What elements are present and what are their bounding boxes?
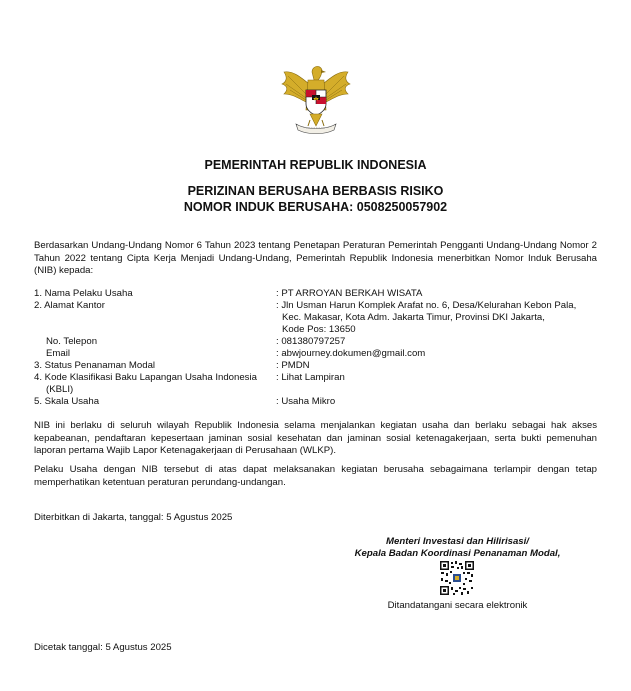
signer-title-1: Menteri Investasi dan Hilirisasi/: [386, 536, 529, 547]
field-value: : abwjourney.dokumen@gmail.com: [276, 348, 426, 359]
field-value: : PMDN: [276, 360, 310, 371]
field-label: 4. Kode Klasifikasi Baku Lapangan Usaha Indonesia: [34, 372, 257, 383]
signer-title-2: Kepala Badan Koordinasi Penanaman Modal,: [354, 548, 561, 559]
business-actor-paragraph: Pelaku Usaha dengan NIB tersebut di atas dapat melaksanakan kegiatan berusaha sebagaimana terlampir dengan tetap memperhatikan ketentuan peraturan perundang-undangan.: [34, 464, 597, 488]
garuda-emblem-icon: [276, 58, 356, 142]
nib-number: NOMOR INDUK BERUSAHA: 0508250057902: [183, 200, 448, 214]
field-label: 3. Status Penanaman Modal: [34, 360, 156, 371]
nib-validity-paragraph: NIB ini berlaku di seluruh wilayah Republik Indonesia selama menjalankan kegiatan usaha dan berlaku sebagai hak akses kepabeanan, pendaftaran kepesertaan jaminan sosial kesehatan dan jaminan sosial ketenagakerjaan, serta bukti pemenuhan laporan pertama Wajib Lapor Ketenagakerjaan di Perusahaan (WLKP).: [34, 420, 597, 457]
document-title: PERIZINAN BERUSAHA BERBASIS RISIKO: [187, 184, 444, 198]
electronic-signature-note: Ditandatangani secara elektronik: [387, 600, 528, 611]
government-heading: PEMERINTAH REPUBLIK INDONESIA: [204, 158, 427, 172]
field-label: No. Telepon: [46, 336, 98, 347]
field-value: Kec. Makasar, Kota Adm. Jakarta Timur, Provinsi DKI Jakarta,: [282, 312, 545, 323]
printed-date: Dicetak tanggal: 5 Agustus 2025: [34, 642, 172, 653]
field-value: : PT ARROYAN BERKAH WISATA: [276, 288, 423, 299]
field-label: Email: [46, 348, 70, 359]
field-label: 1. Nama Pelaku Usaha: [34, 288, 133, 299]
field-value: : Usaha Mikro: [276, 396, 336, 407]
field-value: : Jln Usman Harun Komplek Arafat no. 6, Desa/Kelurahan Kebon Pala,: [276, 300, 577, 311]
field-value: : Lihat Lampiran: [276, 372, 345, 383]
intro-paragraph: Berdasarkan Undang-Undang Nomor 6 Tahun 2023 tentang Penetapan Peraturan Pemerintah Pengganti Undang-Undang Nomor 2 Tahun 2022 tentang Cipta Kerja Menjadi Undang-Undang, Pemerintah Republik Indonesia menerbitkan Nomor Induk Berusaha (NIB) kepada:: [34, 240, 597, 277]
field-value: Kode Pos: 13650: [282, 324, 356, 335]
field-label: 5. Skala Usaha: [34, 396, 100, 407]
field-value: : 081380797257: [276, 336, 346, 347]
field-label: (KBLI): [46, 384, 74, 395]
field-label: 2. Alamat Kantor: [34, 300, 105, 311]
qr-code-icon[interactable]: [439, 560, 475, 596]
issued-date: Diterbitkan di Jakarta, tanggal: 5 Agustus 2025: [34, 512, 233, 523]
